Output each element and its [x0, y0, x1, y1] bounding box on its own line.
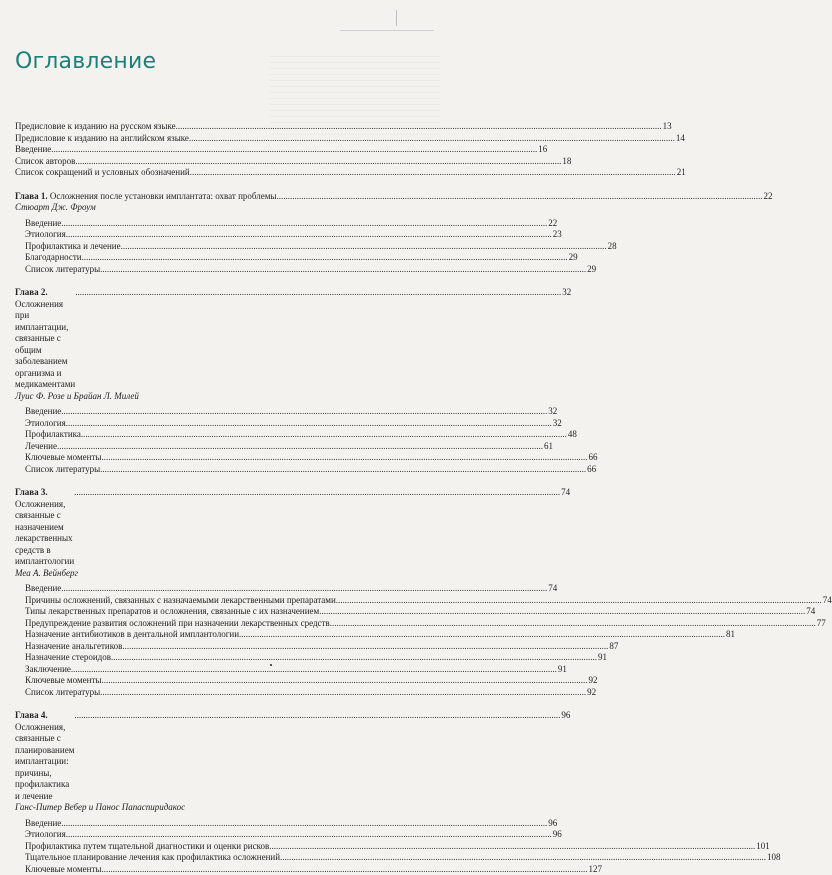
leader-dots — [61, 218, 547, 230]
chapter-number: Глава 3. — [15, 487, 48, 497]
toc-subentry — [15, 629, 435, 641]
entry-label: Причины осложнений, связанных с назначаемыми лекарственными препаратами — [25, 595, 336, 607]
entry-page: 66 — [587, 452, 597, 464]
chapter-title: Осложнения при имплантации, связанные с общим заболеванием организма и медикаментами — [15, 299, 75, 390]
leader-dots — [101, 452, 587, 464]
toc-subentry — [15, 641, 435, 653]
toc-subentry — [15, 841, 435, 853]
entry-page: 23 — [552, 229, 562, 241]
entry-page: 61 — [543, 441, 553, 453]
toc-subentry — [15, 241, 435, 253]
leader-dots — [75, 156, 561, 168]
leader-dots — [61, 818, 547, 830]
leader-dots — [82, 252, 568, 264]
entry-label: Список сокращений и условных обозначений — [15, 167, 190, 179]
entry-label: Типы лекарственных препаратов и осложнения, связанные с их назначением — [25, 606, 319, 618]
leader-dots — [75, 287, 561, 299]
leader-dots — [330, 618, 816, 630]
entry-page: 13 — [662, 121, 672, 133]
entry-label: Заключение — [25, 664, 71, 676]
entry-page: 81 — [725, 629, 735, 641]
entry-label: Предупреждение развития осложнений при назначении лекарственных средств — [25, 618, 330, 630]
leader-dots — [100, 264, 586, 276]
chapter-number: Глава 4. — [15, 710, 48, 720]
entry-page: 101 — [755, 841, 770, 853]
leader-dots — [239, 629, 725, 641]
entry-label: Этиология — [25, 418, 66, 430]
entry-page: 91 — [557, 664, 567, 676]
toc-subentry — [15, 264, 435, 276]
chapter-page: 96 — [560, 710, 570, 722]
chapter-title: Осложнения, связанные с планированием имплантации: причины, профилактика и лечение — [15, 722, 74, 801]
toc-subentry — [15, 687, 435, 699]
leader-dots — [269, 841, 755, 853]
entry-page: 29 — [586, 264, 596, 276]
toc-subentry — [15, 252, 435, 264]
entry-page: 66 — [586, 464, 596, 476]
leader-dots — [66, 418, 552, 430]
entry-page: 87 — [608, 641, 618, 653]
page-title: Оглавление — [15, 49, 156, 74]
chapter-page: 74 — [560, 487, 570, 499]
entry-label: Назначение анальгетиков — [25, 641, 122, 653]
leader-dots — [190, 167, 676, 179]
chapter-2 — [15, 287, 435, 475]
entry-label: Введение — [25, 583, 61, 595]
chapter-heading — [15, 191, 435, 203]
entry-page: 18 — [561, 156, 571, 168]
chapter-heading — [15, 487, 435, 568]
chapter-heading — [15, 710, 435, 802]
leader-dots — [276, 191, 762, 203]
chapter-3 — [15, 487, 435, 698]
chapter-authors: Стюарт Дж. Фроум — [15, 202, 435, 214]
leader-dots — [280, 852, 766, 864]
toc-subentry — [15, 418, 435, 430]
top-rule — [340, 30, 434, 31]
print-speck — [270, 664, 272, 666]
entry-page: 108 — [766, 852, 781, 864]
toc-subentry — [15, 429, 435, 441]
toc-subentry — [15, 852, 435, 864]
chapter-title: Осложнения, связанные с назначением лекарственных средств в имплантологии — [15, 499, 74, 567]
chapter-authors: Меа А. Вейнберг — [15, 568, 435, 580]
leader-dots — [71, 664, 557, 676]
book-page — [0, 0, 450, 684]
entry-label: Назначение антибиотиков в дентальной имплантологии — [25, 629, 239, 641]
intro-list — [15, 121, 435, 179]
leader-dots — [121, 241, 607, 253]
entry-label: Лечение — [25, 441, 57, 453]
entry-page: 92 — [586, 687, 596, 699]
entry-label: Профилактика — [25, 429, 81, 441]
entry-page: 22 — [547, 218, 557, 230]
entry-label: Введение — [15, 144, 51, 156]
entry-page: 74 — [547, 583, 557, 595]
toc-subentry — [15, 818, 435, 830]
entry-page: 14 — [675, 133, 685, 145]
entry-page: 77 — [816, 618, 826, 630]
leader-dots — [101, 675, 587, 687]
leader-dots — [61, 406, 547, 418]
leader-dots — [51, 144, 537, 156]
toc-entry — [15, 133, 435, 145]
leader-dots — [336, 595, 822, 607]
leader-dots — [101, 864, 587, 875]
entry-label: Введение — [25, 406, 61, 418]
leader-dots — [74, 487, 560, 499]
leader-dots — [100, 687, 586, 699]
leader-dots — [100, 464, 586, 476]
chapter-number: Глава 2. — [15, 287, 48, 297]
leader-dots — [111, 652, 597, 664]
entry-label: Тщательное планирование лечения как профилактика осложнений — [25, 852, 280, 864]
entry-label: Профилактика путем тщательной диагностики и оценки рисков — [25, 841, 269, 853]
chapter-authors: Луис Ф. Розе и Брайан Л. Милей — [15, 391, 435, 403]
entry-label: Введение — [25, 218, 61, 230]
chapter-heading — [15, 287, 435, 391]
leader-dots — [61, 583, 547, 595]
entry-label: Профилактика и лечение — [25, 241, 121, 253]
chapter-page: 22 — [762, 191, 772, 203]
entry-label: Ключевые моменты — [25, 452, 101, 464]
toc-subentry — [15, 606, 435, 618]
entry-label: Благодарности — [25, 252, 82, 264]
entry-page: 96 — [547, 818, 557, 830]
entry-label: Этиология — [25, 829, 66, 841]
toc-entry — [15, 144, 435, 156]
entry-label: Предисловие к изданию на русском языке — [15, 121, 176, 133]
entry-page: 127 — [587, 864, 602, 875]
leader-dots — [176, 121, 662, 133]
entry-label: Ключевые моменты — [25, 864, 101, 875]
chapter-page: 32 — [561, 287, 571, 299]
entry-page: 91 — [597, 652, 607, 664]
toc-entry — [15, 167, 435, 179]
toc-subentry — [15, 452, 435, 464]
toc-subentry — [15, 675, 435, 687]
entry-label: Назначение стероидов — [25, 652, 111, 664]
table-of-contents — [15, 121, 435, 875]
entry-page: 29 — [568, 252, 578, 264]
entry-label: Список литературы — [25, 687, 100, 699]
toc-subentry — [15, 441, 435, 453]
leader-dots — [57, 441, 543, 453]
entry-label: Список авторов — [15, 156, 75, 168]
leader-dots — [66, 829, 552, 841]
entry-page: 92 — [587, 675, 597, 687]
toc-subentry — [15, 829, 435, 841]
entry-page: 74 — [822, 595, 832, 607]
leader-dots — [122, 641, 608, 653]
toc-subentry — [15, 664, 435, 676]
entry-label: Этиология — [25, 229, 66, 241]
toc-subentry — [15, 406, 435, 418]
toc-entry — [15, 121, 435, 133]
toc-subentry — [15, 218, 435, 230]
chapter-4 — [15, 710, 435, 875]
toc-subentry — [15, 864, 435, 875]
entry-label: Предисловие к изданию на английском языке — [15, 133, 189, 145]
leader-dots — [189, 133, 675, 145]
entry-page: 28 — [607, 241, 617, 253]
chapter-1 — [15, 191, 435, 276]
entry-label: Список литературы — [25, 264, 100, 276]
toc-subentry — [15, 583, 435, 595]
chapter-authors: Ганс-Питер Вебер и Панос Папаспиридакос — [15, 802, 435, 814]
toc-subentry — [15, 229, 435, 241]
toc-subentry — [15, 618, 435, 630]
entry-page: 32 — [552, 418, 562, 430]
entry-label: Список литературы — [25, 464, 100, 476]
chapter-number: Глава 1. — [15, 191, 48, 201]
entry-page: 96 — [552, 829, 562, 841]
toc-subentry — [15, 464, 435, 476]
toc-subentry — [15, 652, 435, 664]
entry-page: 32 — [547, 406, 557, 418]
entry-page: 74 — [805, 606, 815, 618]
toc-entry — [15, 156, 435, 168]
page-mark — [396, 10, 397, 26]
toc-subentry — [15, 595, 435, 607]
entry-label: Введение — [25, 818, 61, 830]
leader-dots — [319, 606, 805, 618]
leader-dots — [81, 429, 567, 441]
leader-dots — [66, 229, 552, 241]
entry-page: 21 — [676, 167, 686, 179]
entry-page: 16 — [537, 144, 547, 156]
entry-page: 48 — [567, 429, 577, 441]
chapter-title: Осложнения после установки имплантата: охват проблемы — [50, 191, 277, 201]
leader-dots — [74, 710, 560, 722]
entry-label: Ключевые моменты — [25, 675, 101, 687]
